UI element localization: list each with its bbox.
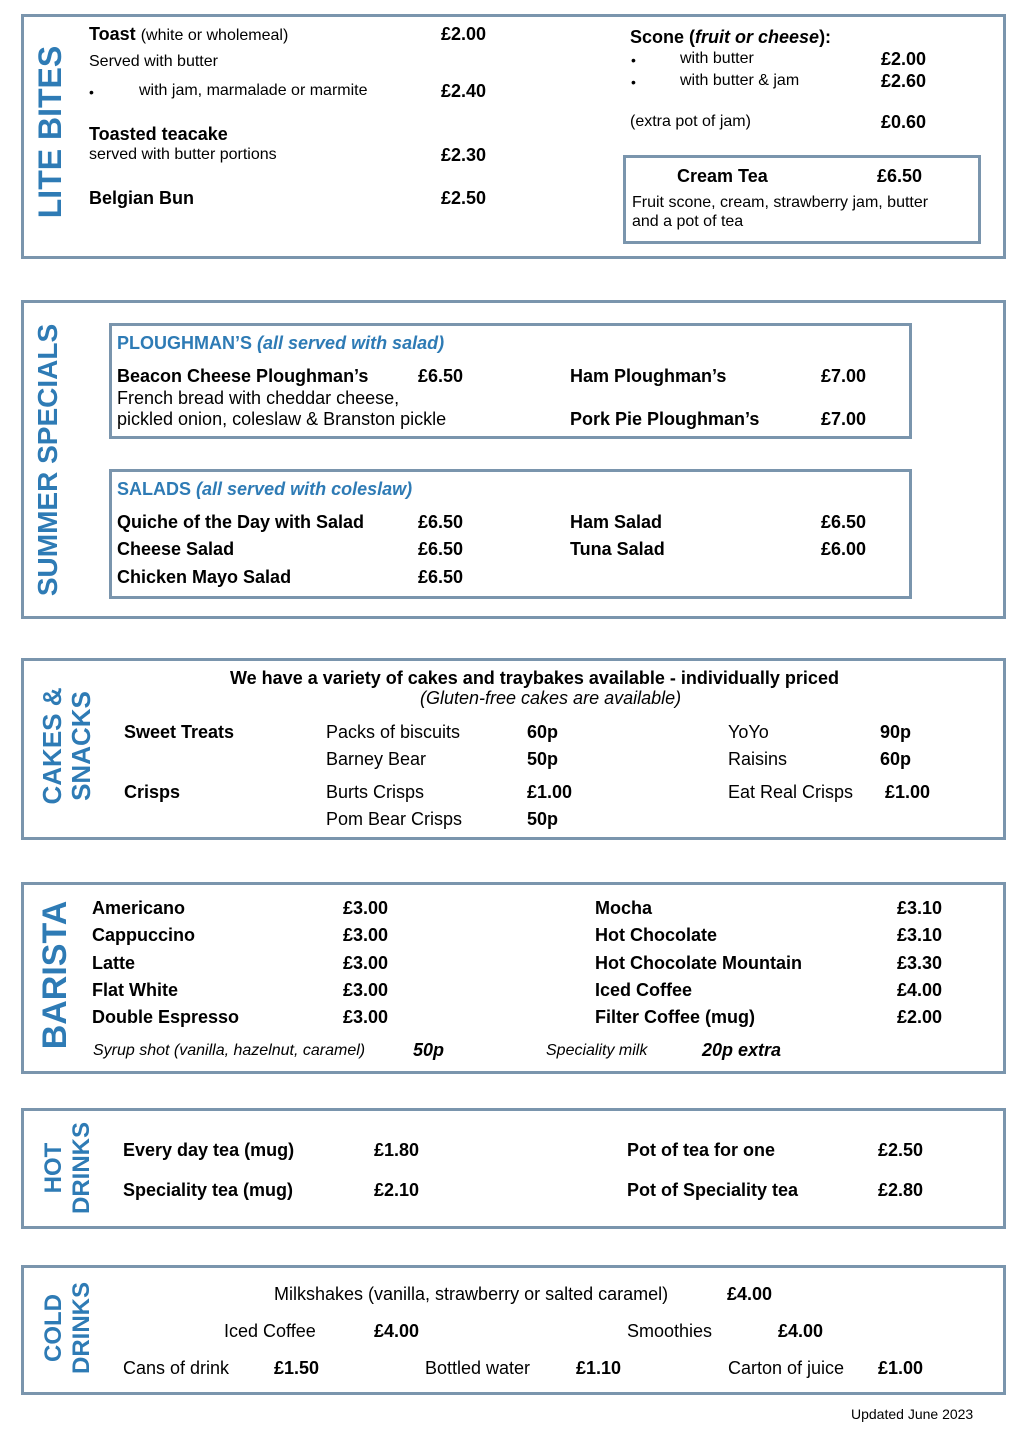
ploughmans-heading: PLOUGHMAN’S (117, 333, 252, 353)
gluten-free-note: (Gluten-free cakes are available) (420, 688, 682, 708)
biscuits-price: 60p (527, 722, 559, 742)
milkshakes: Milkshakes (vanilla, strawberry or salted caramel) (274, 1284, 669, 1304)
tuna-salad: Tuna Salad (570, 539, 665, 559)
bullet: • (631, 52, 636, 68)
barista-price: £3.30 (897, 953, 943, 973)
updated-date: Updated June 2023 (851, 1406, 974, 1422)
barista-item: Filter Coffee (mug) (595, 1007, 755, 1027)
scone-jam-price: £2.60 (881, 71, 927, 91)
pot-speciality-tea-price: £2.80 (878, 1180, 924, 1200)
cream-tea-name: Cream Tea (677, 166, 768, 186)
barista-item: Double Espresso (92, 1007, 240, 1027)
teacake-price: £2.30 (441, 145, 487, 165)
milkshakes-price: £4.00 (727, 1284, 773, 1304)
hot-drinks-title (40, 1120, 96, 1216)
chicken-salad-price: £6.50 (418, 567, 464, 587)
pot-of-tea-one: Pot of tea for one (627, 1140, 775, 1160)
cakes-snacks-title (38, 680, 96, 812)
beacon-ploughmans-price: £6.50 (418, 366, 464, 386)
barista-price: £3.10 (897, 898, 943, 918)
yoyo: YoYo (728, 722, 769, 742)
smoothies-price: £4.00 (778, 1321, 824, 1341)
barista-item: Americano (92, 898, 186, 918)
speciality-tea: Speciality tea (mug) (123, 1180, 294, 1200)
ham-salad: Ham Salad (570, 512, 663, 532)
toast-detail: (white or wholemeal) (140, 27, 289, 44)
yoyo-price: 90p (880, 722, 912, 742)
beacon-ploughmans: Beacon Cheese Ploughman’s (117, 366, 369, 386)
salads-note: (all served with coleslaw) (196, 479, 413, 499)
quiche-salad: Quiche of the Day with Salad (117, 512, 365, 532)
barista-price: £3.00 (343, 898, 389, 918)
ploughmans-note: (all served with salad) (257, 333, 445, 353)
cream-tea-price: £6.50 (877, 166, 923, 186)
barista-item: Cappuccino (92, 925, 196, 945)
pot-speciality-tea: Pot of Speciality tea (627, 1180, 799, 1200)
hot-drinks-title-line1: HOT (40, 1142, 67, 1194)
eat-real-crisps: Eat Real Crisps (728, 782, 854, 802)
bullet: • (89, 84, 94, 100)
scone-butter-price: £2.00 (881, 49, 927, 69)
barista-price: £2.00 (897, 1007, 943, 1027)
cream-tea-desc: Fruit scone, cream, strawberry jam, butter (632, 194, 929, 211)
carton-of-juice-price: £1.00 (878, 1358, 924, 1378)
barista-price: £3.00 (343, 925, 389, 945)
toast-price: £2.00 (441, 24, 487, 44)
barista-title: BARISTA (36, 900, 74, 1050)
scone-name: Scone ( (630, 27, 696, 47)
pot-of-tea-one-price: £2.50 (878, 1140, 924, 1160)
summer-specials-title: SUMMER SPECIALS (32, 323, 63, 597)
cakes-snacks-title-line2: SNACKS (66, 691, 96, 801)
cheese-salad-price: £6.50 (418, 539, 464, 559)
quiche-salad-price: £6.50 (418, 512, 464, 532)
barista-price: £3.00 (343, 1007, 389, 1027)
cold-drinks-title (40, 1278, 96, 1378)
tuna-salad-price: £6.00 (821, 539, 867, 559)
teacake-detail: served with butter portions (89, 146, 277, 163)
barney-bear-price: 50p (527, 749, 559, 769)
ham-ploughmans-price: £7.00 (821, 366, 867, 386)
toast-jam: with jam, marmalade or marmite (139, 82, 368, 99)
cold-drinks-title-line1: COLD (40, 1294, 67, 1362)
pork-pie-ploughmans-price: £7.00 (821, 409, 867, 429)
barista-item: Mocha (595, 898, 653, 918)
barista-price: £3.00 (343, 980, 389, 1000)
sweet-treats-label: Sweet Treats (124, 722, 235, 742)
barista-item: Iced Coffee (595, 980, 693, 1000)
everyday-tea-price: £1.80 (374, 1140, 420, 1160)
syrup-shot: Syrup shot (vanilla, hazelnut, caramel) (93, 1042, 366, 1059)
raisins-price: 60p (880, 749, 912, 769)
lite-bites-title: LITE BITES (32, 45, 68, 219)
iced-coffee-price: £4.00 (374, 1321, 420, 1341)
salads-heading: SALADS (117, 479, 192, 499)
belgian-bun-price: £2.50 (441, 188, 487, 208)
cold-drinks-title-line2: DRINKS (68, 1282, 95, 1375)
speciality-milk-price: 20p extra (702, 1040, 782, 1060)
cheese-salad: Cheese Salad (117, 539, 235, 559)
ham-salad-price: £6.50 (821, 512, 867, 532)
toast-jam-price: £2.40 (441, 81, 487, 101)
syrup-shot-price: 50p (413, 1040, 445, 1060)
barista-price: £3.10 (897, 925, 943, 945)
cans-of-drink: Cans of drink (123, 1358, 230, 1378)
pom-bear-crisps: Pom Bear Crisps (326, 809, 463, 829)
scone-jam: with butter & jam (680, 72, 800, 89)
speciality-tea-price: £2.10 (374, 1180, 420, 1200)
biscuits: Packs of biscuits (326, 722, 461, 742)
scone-end: ): (819, 27, 832, 47)
eat-real-crisps-price: £1.00 (885, 782, 931, 802)
cakes-snacks-title-line1: CAKES & (37, 687, 67, 805)
pork-pie-ploughmans: Pork Pie Ploughman’s (570, 409, 760, 429)
smoothies: Smoothies (627, 1321, 713, 1341)
chicken-salad: Chicken Mayo Salad (117, 567, 292, 587)
speciality-milk: Speciality milk (546, 1042, 648, 1059)
barista-price: £3.00 (343, 953, 389, 973)
belgian-bun-name: Belgian Bun (89, 188, 195, 208)
bottled-water: Bottled water (425, 1358, 531, 1378)
scone-butter: with butter (680, 50, 754, 67)
beacon-desc: French bread with cheddar cheese, (117, 388, 400, 408)
barney-bear: Barney Bear (326, 749, 427, 769)
iced-coffee: Iced Coffee (224, 1321, 316, 1341)
everyday-tea: Every day tea (mug) (123, 1140, 295, 1160)
hot-drinks-title-line2: DRINKS (68, 1122, 95, 1215)
cans-of-drink-price: £1.50 (274, 1358, 320, 1378)
barista-item: Latte (92, 953, 136, 973)
pom-bear-crisps-price: 50p (527, 809, 559, 829)
carton-of-juice: Carton of juice (728, 1358, 845, 1378)
hot-drinks-section (21, 1108, 1006, 1229)
burts-crisps: Burts Crisps (326, 782, 425, 802)
crisps-label: Crisps (124, 782, 181, 802)
extra-jam: (extra pot of jam) (630, 113, 751, 130)
ham-ploughmans: Ham Ploughman’s (570, 366, 727, 386)
teacake-name: Toasted teacake (89, 124, 228, 144)
scone-variants: fruit or cheese (695, 27, 820, 47)
toast-name: Toast (89, 24, 136, 44)
toast-served: Served with butter (89, 53, 218, 70)
cakes-headline: We have a variety of cakes and traybakes available - individually priced (230, 668, 839, 688)
burts-crisps-price: £1.00 (527, 782, 573, 802)
bottled-water-price: £1.10 (576, 1358, 622, 1378)
bullet: • (631, 74, 636, 90)
barista-price: £4.00 (897, 980, 943, 1000)
barista-item: Flat White (92, 980, 178, 1000)
barista-item: Hot Chocolate Mountain (595, 953, 802, 973)
cream-tea-desc: and a pot of tea (632, 213, 744, 230)
extra-jam-price: £0.60 (881, 112, 927, 132)
raisins: Raisins (728, 749, 788, 769)
barista-item: Hot Chocolate (595, 925, 718, 945)
beacon-desc: pickled onion, coleslaw & Branston pickle (117, 409, 447, 429)
